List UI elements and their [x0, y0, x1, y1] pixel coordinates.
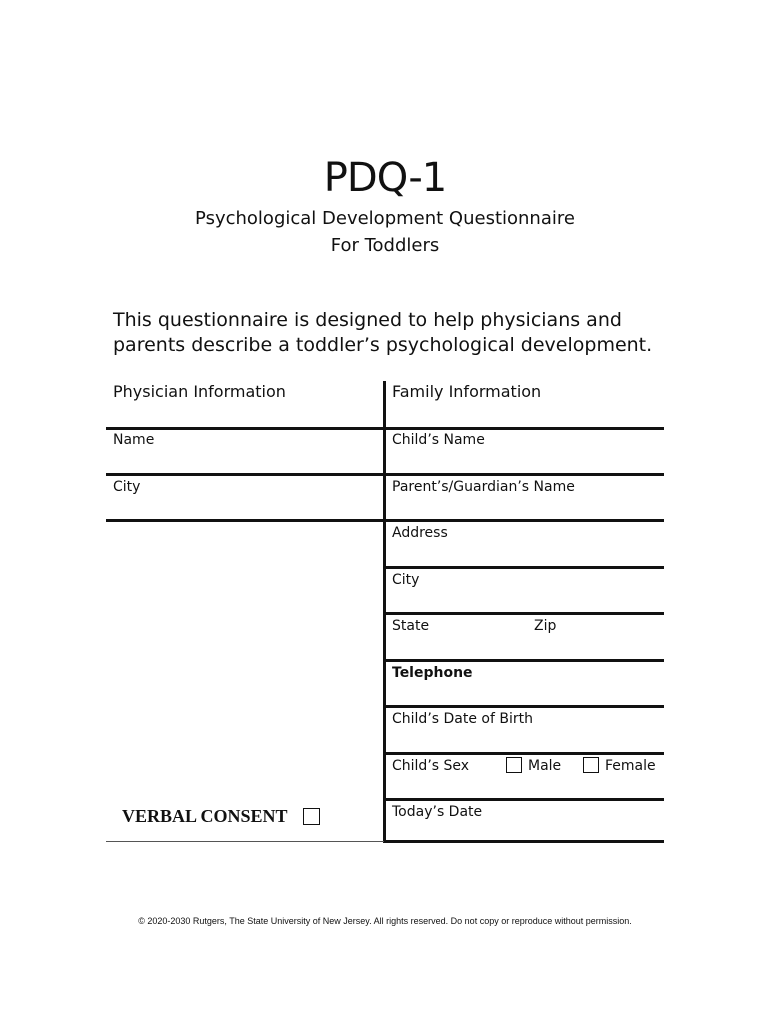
divider-line: [384, 659, 664, 662]
form-title: PDQ-1: [323, 155, 447, 201]
child-sex-label: Child’s Sex: [392, 758, 470, 774]
intro-line2: parents describe a toddler’s psychological development.: [113, 334, 653, 356]
divider-line: [384, 612, 664, 615]
male-label: Male: [528, 758, 562, 774]
verbal-consent-label: VERBAL CONSENT: [122, 806, 288, 826]
physician-city-field[interactable]: City: [113, 479, 141, 495]
verbal-consent-checkbox[interactable]: [303, 808, 320, 825]
divider-line: [384, 519, 664, 522]
family-city-field[interactable]: City: [392, 572, 420, 588]
child-dob-field[interactable]: Child’s Date of Birth: [392, 711, 533, 727]
zip-field[interactable]: Zip: [534, 618, 557, 634]
divider-line: [106, 841, 384, 842]
physician-info-heading: Physician Information: [113, 382, 286, 401]
childs-name-field[interactable]: Child’s Name: [392, 432, 485, 448]
divider-line: [384, 840, 664, 843]
physician-name-field[interactable]: Name: [113, 432, 155, 448]
female-label: Female: [605, 758, 656, 774]
divider-line: [106, 473, 664, 476]
form-subtitle-line1: Psychological Development Questionnaire: [195, 208, 575, 229]
guardian-name-field[interactable]: Parent’s/Guardian’s Name: [392, 479, 575, 495]
divider-line: [384, 798, 664, 801]
intro-line1: This questionnaire is designed to help physicians and: [113, 309, 622, 331]
telephone-field[interactable]: Telephone: [392, 665, 473, 681]
female-checkbox[interactable]: [583, 757, 599, 773]
copyright-footer: © 2020-2030 Rutgers, The State University of New Jersey. All rights reserved. Do not copy or reproduce without permission.: [138, 916, 632, 926]
divider-line: [384, 566, 664, 569]
divider-line: [106, 427, 664, 430]
divider-line: [384, 705, 664, 708]
family-info-heading: Family Information: [392, 382, 542, 401]
todays-date-field[interactable]: Today’s Date: [392, 804, 483, 820]
address-field[interactable]: Address: [392, 525, 448, 541]
male-checkbox[interactable]: [506, 757, 522, 773]
form-subtitle-line2: For Toddlers: [330, 235, 440, 256]
state-field[interactable]: State: [392, 618, 430, 634]
divider-line: [384, 752, 664, 755]
divider-line: [106, 519, 386, 522]
